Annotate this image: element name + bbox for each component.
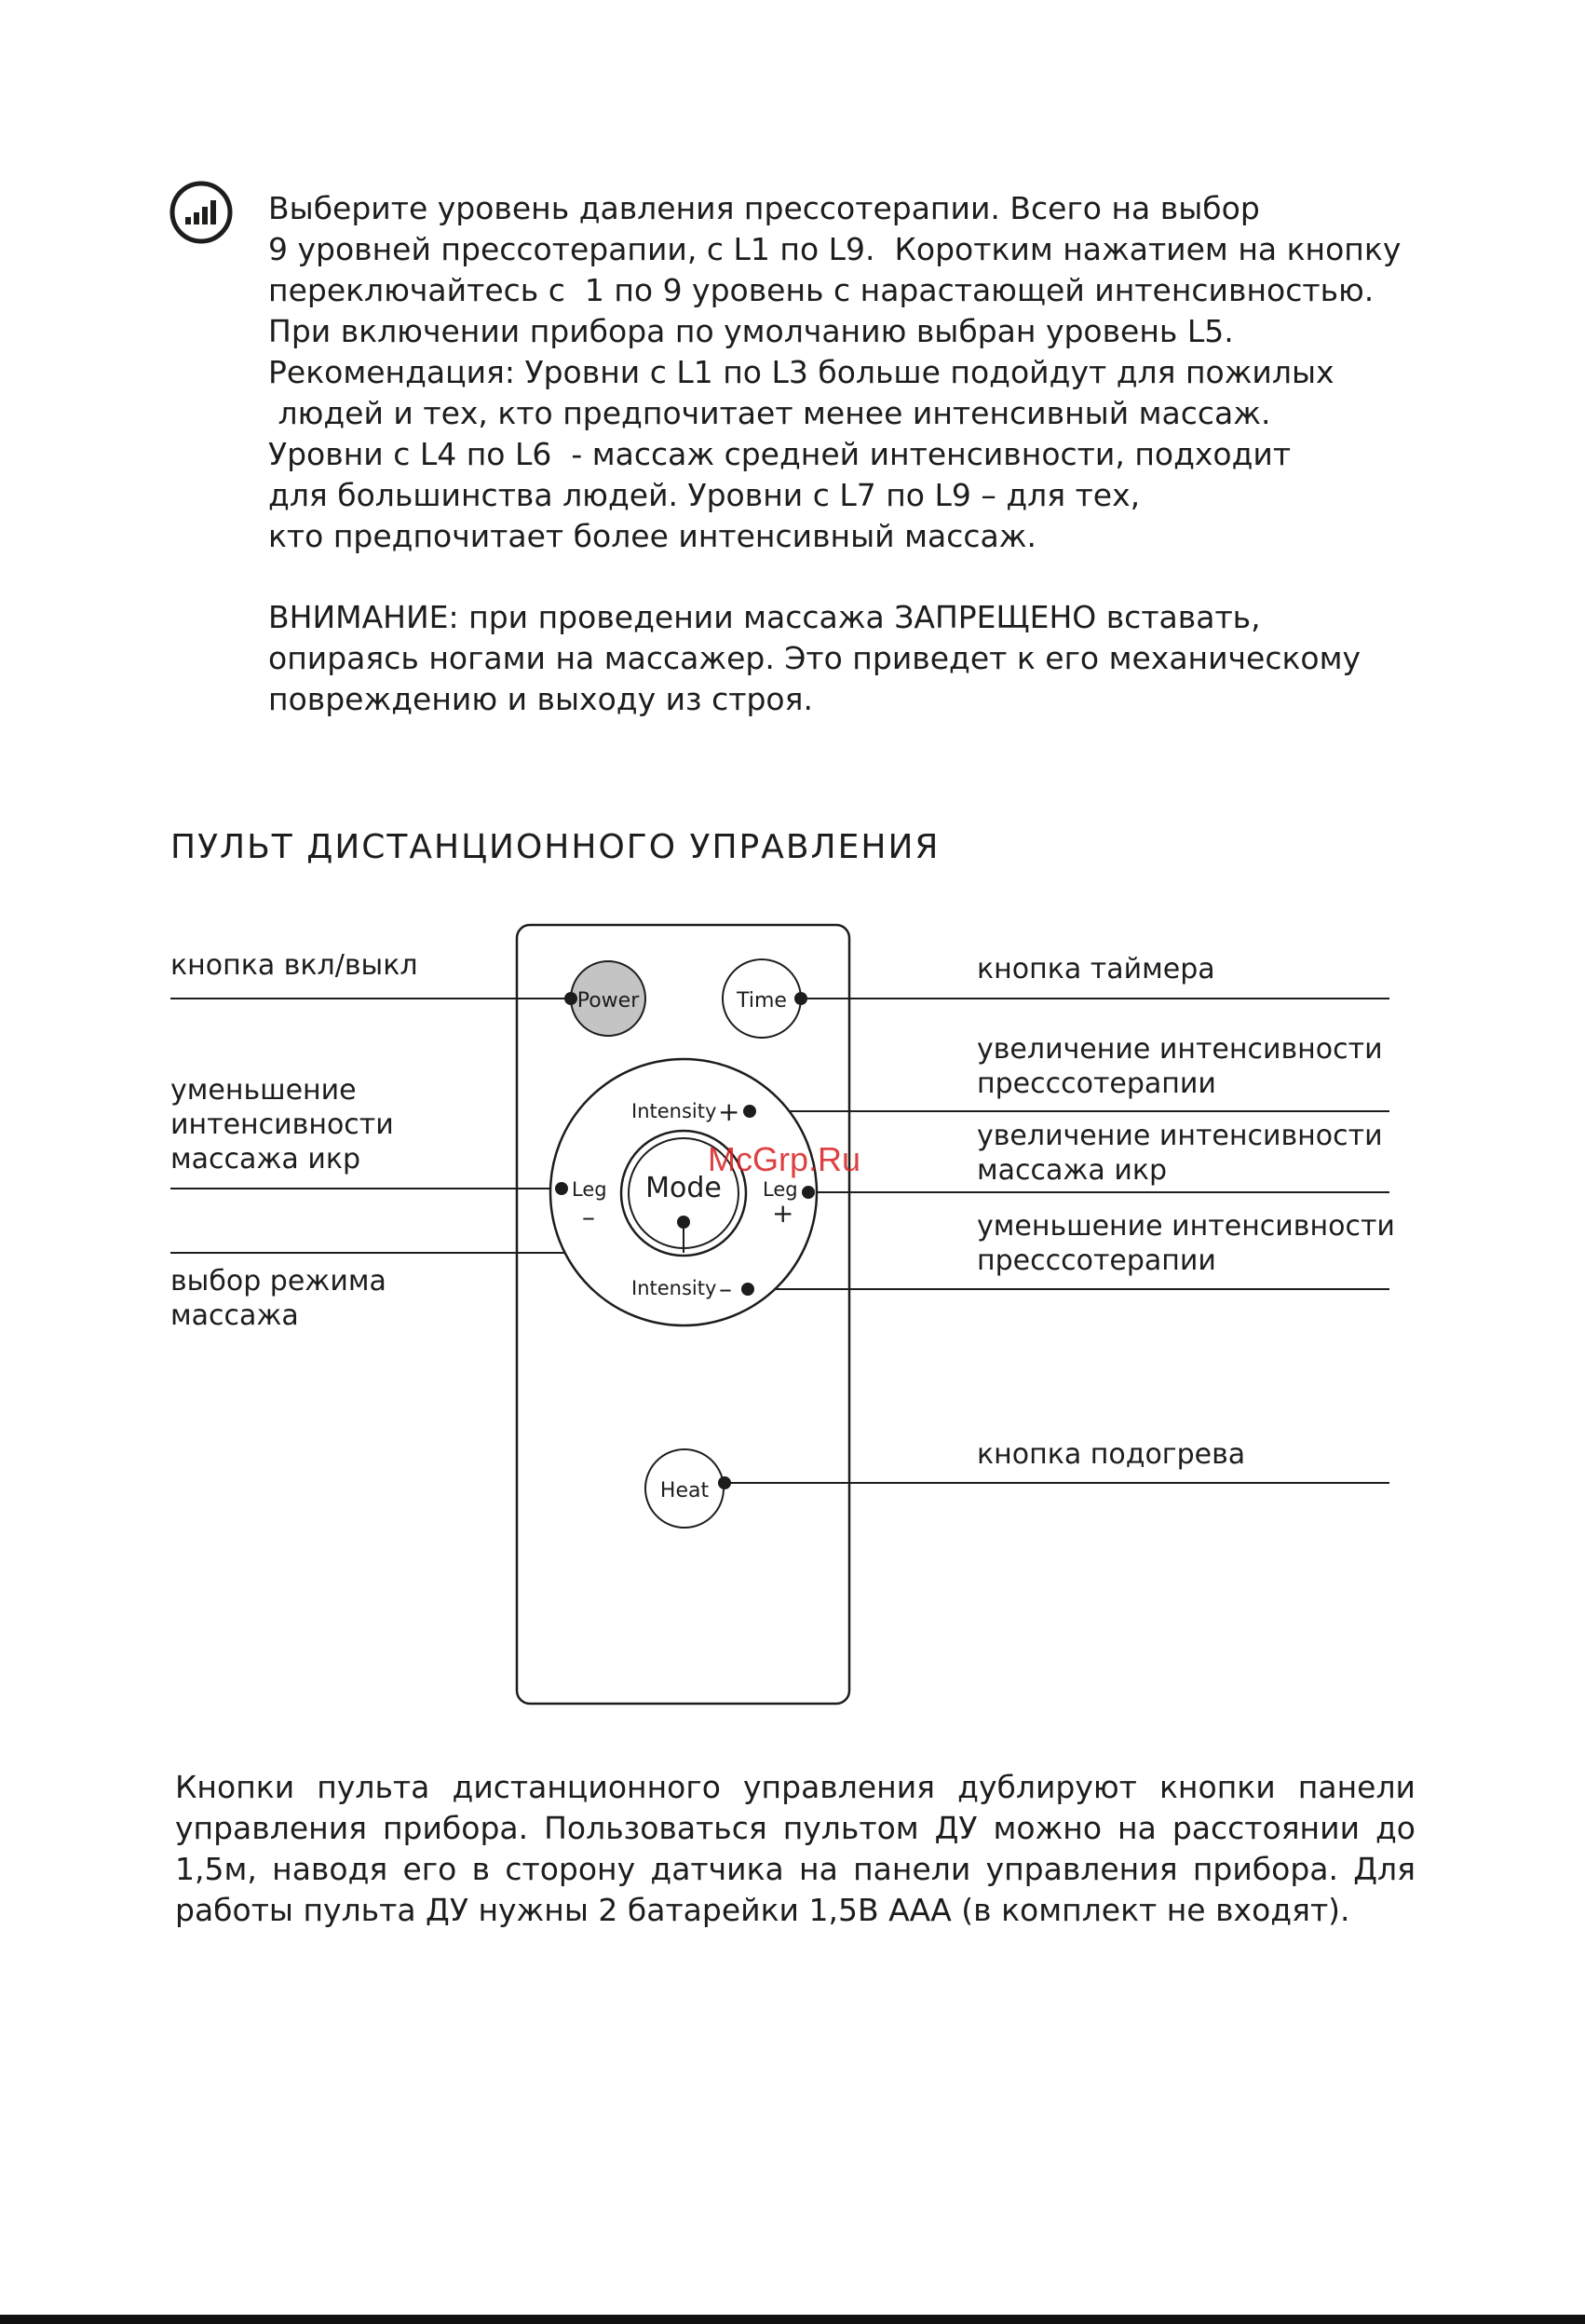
text-line: переключайтесь с 1 по 9 уровень с нарастающей интенсивностью. (268, 272, 1375, 308)
signal-level-icon (169, 180, 234, 245)
page-bottom-edge (0, 2315, 1585, 2324)
text-line: для большинства людей. Уровни с L7 по L9 – для тех, (268, 477, 1141, 513)
remote-control-diagram (0, 894, 1585, 1733)
minus-sign: – (719, 1273, 732, 1304)
label-leg-plus: увеличение интенсивности массажа икр (977, 1120, 1383, 1187)
text-line: повреждению и выходу из строя. (268, 681, 813, 717)
minus-sign: – (582, 1202, 595, 1232)
callout-dot (794, 992, 807, 1005)
pressure-level-description (268, 188, 1479, 557)
plus-sign: + (772, 1198, 794, 1229)
text-line: ВНИМАНИЕ: при проведении массажа ЗАПРЕЩЕНО вставать, (268, 599, 1261, 635)
label-leg-minus: уменьшение интенсивности массажа икр (170, 1074, 394, 1176)
text-line: опираясь ногами на массажер. Это приведет к его механическому (268, 640, 1361, 676)
callout-dot (741, 1283, 754, 1296)
plus-sign: + (718, 1096, 740, 1127)
label-intensity-plus: увеличение интенсивности пресссотерапии (977, 1033, 1383, 1100)
mode-button-label: Mode (645, 1172, 722, 1204)
remote-usage-paragraph (175, 1767, 1416, 1931)
text-line: работы пульта ДУ нужны 2 батарейки 1,5В ААА (в комплект не входят). (175, 1892, 1350, 1928)
label-timer: кнопка таймера (977, 953, 1215, 985)
label-heat: кнопка подогрева (977, 1438, 1246, 1471)
intensity-minus-label: Intensity (631, 1277, 717, 1299)
callout-dot (564, 992, 577, 1005)
watermark: McGrp.Ru (708, 1140, 861, 1178)
leg-minus-label: Leg (572, 1178, 607, 1201)
text-line: Уровни с L4 по L6 - массаж средней интенсивности, подходит (268, 436, 1292, 472)
text-line: Кнопки пульта дистанционного управления дублируют кнопки панели (175, 1769, 1416, 1805)
text-line: людей и тех, кто предпочитает менее интенсивный массаж. (268, 395, 1271, 431)
remote-section-title: ПУЛЬТ ДИСТАНЦИОННОГО УПРАВЛЕНИЯ (170, 828, 941, 866)
text-line: 9 уровней прессотерапии, с L1 по L9. Коротким нажатием на кнопку (268, 231, 1402, 267)
callout-dot (802, 1186, 815, 1199)
text-line: При включении прибора по умолчанию выбран уровень L5. (268, 313, 1234, 349)
callout-dot (718, 1476, 731, 1489)
time-button-label: Time (737, 989, 787, 1013)
label-mode: выбор режима массажа (170, 1265, 386, 1332)
text-line: Рекомендация: Уровни с L1 по L3 больше подойдут для пожилых (268, 354, 1334, 390)
callout-dot (743, 1105, 756, 1118)
heat-button-label: Heat (659, 1479, 710, 1502)
text-line: управления прибора. Пользоваться пультом ДУ можно на расстоянии до (175, 1810, 1416, 1846)
intensity-plus-label: Intensity (631, 1100, 717, 1122)
power-button-label: Power (576, 989, 640, 1013)
text-line: Выберите уровень давления прессотерапии. Всего на выбор (268, 190, 1260, 226)
label-power: кнопка вкл/выкл (170, 949, 418, 982)
label-intensity-minus: уменьшение интенсивности пресссотерапии (977, 1210, 1395, 1277)
callout-dot (555, 1182, 568, 1195)
text-line: кто предпочитает более интенсивный массаж. (268, 518, 1036, 554)
warning-paragraph (268, 597, 1479, 720)
leg-plus-label: Leg (763, 1178, 798, 1201)
text-line: 1,5м, наводя его в сторону датчика на панели управления прибора. Для (175, 1851, 1416, 1887)
